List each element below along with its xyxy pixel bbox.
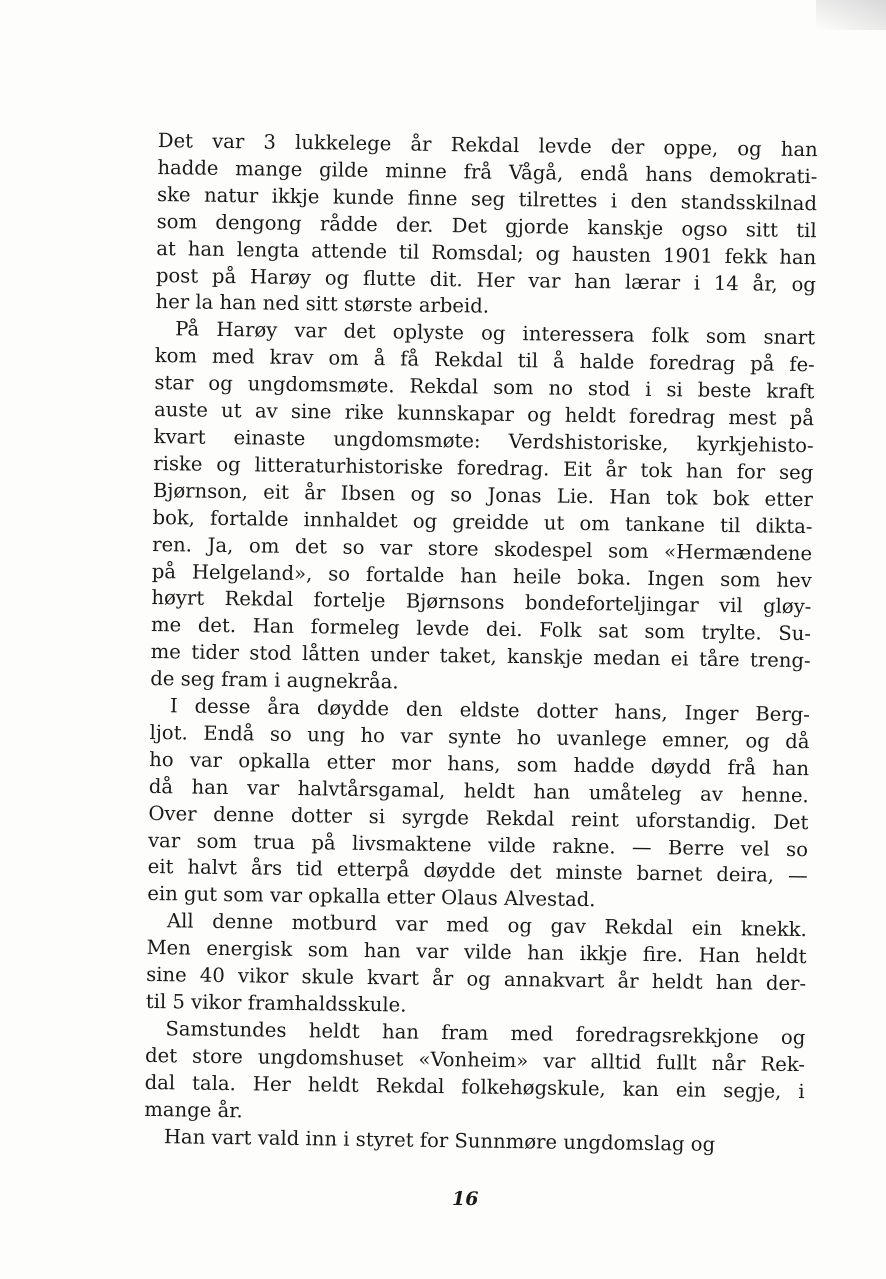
text-line: kvart einaste ungdomsmøte: Verdshistoriske, kyrkjehisto- xyxy=(153,424,814,458)
text-line: ske natur ikkje kunde finne seg tilrettes i den standsskilnad xyxy=(156,182,818,216)
paragraph xyxy=(146,908,807,1025)
text-line: ein gut som var opkalla etter Olaus Alvestad. xyxy=(147,882,596,912)
text-line: som dengong rådde der. Det gjorde kanskje ogso sitt til xyxy=(156,209,817,242)
text-line: På Harøy var det oplyste og interessera folk som snart xyxy=(175,317,816,350)
text-line: me tider stod låtten under taket, kanskje medan ei tåre treng- xyxy=(150,640,811,673)
text-line: sine 40 vikor skule kvart år og annakvart år heldt han der- xyxy=(146,963,807,996)
text-line: Over denne dotter si syrgde Rekdal reint uforstandig. Det xyxy=(148,801,809,834)
text-line: star og ungdomsmøte. Rekdal som no stod i si beste kraft xyxy=(154,371,815,404)
paragraph xyxy=(147,693,810,917)
text-line: Men energisk som han var vilde han ikkje fire. Han heldt xyxy=(146,936,807,969)
text-line: bok, fortalde innhaldet og greidde ut om tankane til dikta- xyxy=(152,505,813,538)
text-line: på Helgeland», so fortalde han heile boka. Ingen som hev xyxy=(151,559,812,592)
body-text xyxy=(144,128,818,1160)
text-line: mange år. xyxy=(144,1097,243,1122)
text-line: høyrt Rekdal fortelje Bjørnsons bondeforteljingar vil gløy- xyxy=(151,586,812,619)
text-line: post på Harøy og flutte dit. Her var han lærar i 14 år, og xyxy=(155,263,817,296)
text-line: ho var opkalla etter mor hans, som hadde døydd frå han xyxy=(149,747,810,780)
scan-shadow xyxy=(816,0,886,30)
paragraph xyxy=(150,316,815,702)
text-line: All denne motburd var med og gav Rekdal ein knekk. xyxy=(166,909,808,942)
text-line: ljot. Endå so ung ho var synte ho uvanlege emner, og då xyxy=(149,720,810,754)
paragraph xyxy=(155,128,818,326)
text-line: hadde mange gilde minne frå Vågå, endå hans demokrati- xyxy=(157,155,818,189)
page-number: 16 xyxy=(452,1188,479,1210)
text-line: dal tala. Her heldt Rekdal folkehøgskule, kan ein segje, i xyxy=(144,1070,805,1103)
text-line: at han lengta attende til Romsdal; og hausten 1901 fekk han xyxy=(156,236,817,269)
text-line: då han var halvtårsgamal, heldt han umåteleg av henne. xyxy=(148,774,809,807)
text-line: det store ungdomshuset «Vonheim» var alltid fullt når Rek- xyxy=(144,1043,806,1076)
text-line: de seg fram i augnekråa. xyxy=(150,667,399,694)
paragraph xyxy=(144,1016,805,1133)
text-line: Det var 3 lukkelege år Rekdal levde der oppe, og han xyxy=(157,128,818,162)
text-line: kom med krav om å få Rekdal til å halde foredrag på fe- xyxy=(154,344,815,377)
text-line: auste ut av sine rike kunnskapar og heldt foredrag mest på xyxy=(153,398,815,431)
text-line: var som trua på livsmaktene vilde rakne. — Berre vel so xyxy=(147,828,809,861)
text-line: Bjørnson, eit år Ibsen og so Jonas Lie. Han tok bok etter xyxy=(152,478,814,511)
text-line: til 5 vikor framhaldsskule. xyxy=(145,989,407,1017)
text-line: Samstundes heldt han fram med foredragsrekkjone og xyxy=(165,1017,806,1050)
text-line: her la han ned sitt største arbeid. xyxy=(155,290,490,319)
text-line: eit halvt års tid etterpå døydde det minste barnet deira, — xyxy=(147,855,808,888)
text-line: me det. Han formeleg levde dei. Folk sat som trylte. Su- xyxy=(150,613,812,646)
text-line: riske og litteraturhistoriske foredrag. Eit år tok han for seg xyxy=(153,451,814,485)
text-line: ren. Ja, om det so var store skodespel som «Hermændene xyxy=(152,532,813,565)
text-line: I desse åra døydde den eldste dotter hans, Inger Berg- xyxy=(169,694,811,727)
text-line: Han vart vald inn i styret for Sunnmøre ungdomslag og xyxy=(163,1124,716,1156)
